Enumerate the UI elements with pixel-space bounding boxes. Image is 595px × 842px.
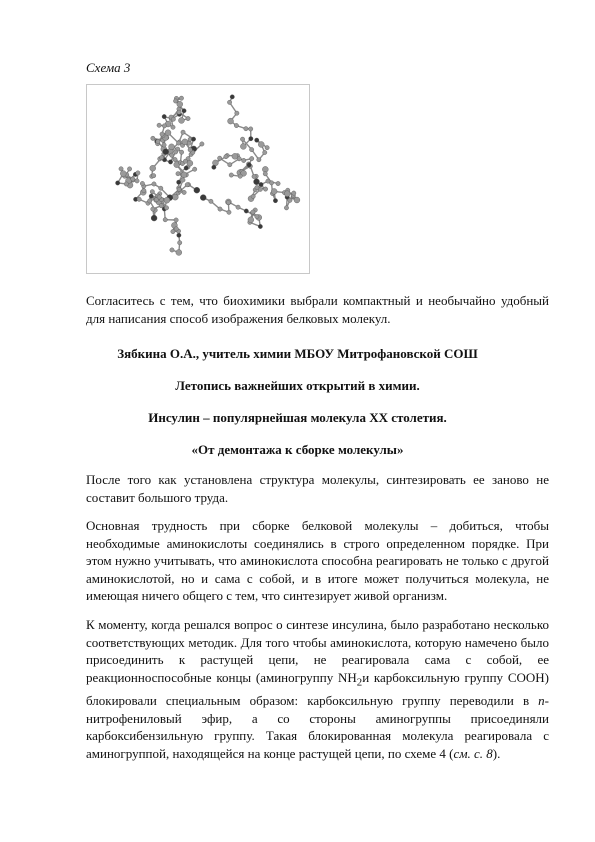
molecule-3d-image xyxy=(86,84,310,274)
n-prefix: n xyxy=(538,692,545,708)
author-line: Зябкина О.А., учитель химии МБОУ Митрофановской СОШ xyxy=(117,346,478,361)
insulin-title: Инсулин – популярнейшая молекула XX столетия. xyxy=(148,410,447,425)
intro-paragraph: Согласитесь с тем, что биохимики выбрали компактный и необычайно удобный для написания способ изображения белковых молекул. xyxy=(86,293,549,326)
paragraph-structure: После того как установлена структура молекулы, синтезировать ее заново не составит большого труда. xyxy=(86,472,549,505)
subscript-2: 2 xyxy=(356,676,363,689)
paragraph-text-d: ). xyxy=(492,745,501,761)
chronicle-title: Летопись важнейших открытий в химии. xyxy=(175,378,420,393)
paragraph-text-a: К моменту, когда решался вопрос о синтезе инсулина, было разработано несколько соответствующих методик. Для того чтобы аминокислота, которую намечено было присоединить к растущей цепи, не реагировала сама с собой, ее реакционноспособные концы (аминогруппу NH xyxy=(86,617,549,685)
molecule-ball-and-stick-icon xyxy=(87,85,309,273)
page-reference: см. с. 8 xyxy=(453,745,493,761)
section-title: «От демонтажа к сборке молекулы» xyxy=(191,442,404,457)
paragraph-difficulty: Основная трудность при сборке белковой молекулы – добиться, чтобы необходимые аминокислоты соединялись в строго определенном порядке. При этом нужно учитывать, что аминокислота способна реагировать не только с другой аминокислотой, но и сама с собой, и в итоге может получиться молекула, не имеющая ничего общего с тем, что синтезирует живой организм. xyxy=(86,518,549,604)
scheme-label: Схема 3 xyxy=(86,60,131,75)
paragraph-text-c: -нитрофениловый эфир, а со стороны аминогруппы присоединяли карбоксибензильную группу. Такая блокированная молекула реагировала с аминогруппой, находящейся на конце растущей цепи, по схеме 4 ( xyxy=(86,692,549,761)
paragraph-insulin-synthesis xyxy=(86,616,549,762)
paragraph-text-b: и карбоксильную группу COOH) блокировали специальным образом: карбоксильную группу переводили в xyxy=(86,669,549,708)
